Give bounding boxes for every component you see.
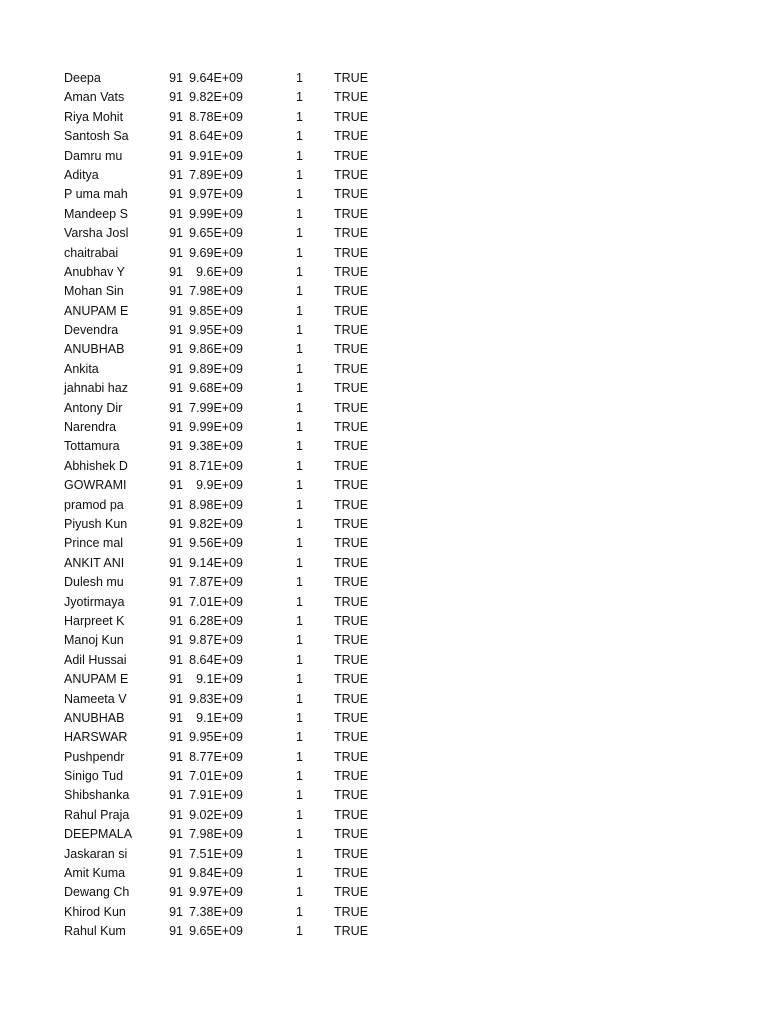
status-flag-cell: TRUE — [334, 439, 369, 454]
table-row — [64, 786, 384, 805]
name-cell: Anubhav Y — [64, 264, 125, 279]
table-row — [64, 263, 384, 282]
phone-number-cell: 9.99E+09 — [189, 420, 243, 435]
status-flag-cell: TRUE — [334, 807, 369, 822]
count-cell: 1 — [296, 129, 303, 144]
phone-number-cell: 7.38E+09 — [189, 904, 243, 919]
country-code-cell: 91 — [169, 633, 183, 648]
phone-number-cell: 7.01E+09 — [189, 594, 243, 609]
country-code-cell: 91 — [169, 788, 183, 803]
table-row — [64, 244, 384, 263]
name-cell: Prince mal — [64, 536, 124, 551]
count-cell: 1 — [296, 226, 303, 241]
status-flag-cell: TRUE — [334, 866, 369, 881]
count-cell: 1 — [296, 284, 303, 299]
status-flag-cell: TRUE — [334, 652, 369, 667]
name-cell: ANUBHAB — [64, 342, 125, 357]
table-row — [64, 593, 384, 612]
status-flag-cell: TRUE — [334, 264, 369, 279]
table-row — [64, 127, 384, 146]
phone-number-cell: 9.86E+09 — [189, 342, 243, 357]
phone-number-cell: 9.99E+09 — [189, 206, 243, 221]
country-code-cell: 91 — [169, 148, 183, 163]
count-cell: 1 — [296, 361, 303, 376]
country-code-cell: 91 — [169, 536, 183, 551]
country-code-cell: 91 — [169, 361, 183, 376]
count-cell: 1 — [296, 109, 303, 124]
phone-number-cell: 9.1E+09 — [196, 672, 243, 687]
count-cell: 1 — [296, 672, 303, 687]
status-flag-cell: TRUE — [334, 381, 369, 396]
country-code-cell: 91 — [169, 710, 183, 725]
country-code-cell: 91 — [169, 264, 183, 279]
count-cell: 1 — [296, 458, 303, 473]
status-flag-cell: TRUE — [334, 536, 369, 551]
status-flag-cell: TRUE — [334, 342, 369, 357]
country-code-cell: 91 — [169, 904, 183, 919]
phone-number-cell: 7.99E+09 — [189, 400, 243, 415]
name-cell: Santosh Sa — [64, 129, 129, 144]
status-flag-cell: TRUE — [334, 400, 369, 415]
table-row — [64, 903, 384, 922]
phone-number-cell: 6.28E+09 — [189, 613, 243, 628]
table-row — [64, 845, 384, 864]
count-cell: 1 — [296, 555, 303, 570]
count-cell: 1 — [296, 749, 303, 764]
count-cell: 1 — [296, 827, 303, 842]
count-cell: 1 — [296, 633, 303, 648]
country-code-cell: 91 — [169, 516, 183, 531]
name-cell: Shibshanka — [64, 788, 130, 803]
name-cell: Antony Dir — [64, 400, 123, 415]
name-cell: Dewang Ch — [64, 885, 130, 900]
table-row — [64, 321, 384, 340]
status-flag-cell: TRUE — [334, 691, 369, 706]
status-flag-cell: TRUE — [334, 148, 369, 163]
status-flag-cell: TRUE — [334, 904, 369, 919]
count-cell: 1 — [296, 420, 303, 435]
name-cell: Dulesh mu — [64, 575, 124, 590]
phone-number-cell: 9.68E+09 — [189, 381, 243, 396]
count-cell: 1 — [296, 594, 303, 609]
status-flag-cell: TRUE — [334, 478, 369, 493]
status-flag-cell: TRUE — [334, 730, 369, 745]
status-flag-cell: TRUE — [334, 303, 369, 318]
country-code-cell: 91 — [169, 342, 183, 357]
table-row — [64, 476, 384, 495]
status-flag-cell: TRUE — [334, 206, 369, 221]
name-cell: pramod pa — [64, 497, 124, 512]
phone-number-cell: 7.87E+09 — [189, 575, 243, 590]
name-cell: ANKIT ANI — [64, 555, 125, 570]
phone-number-cell: 9.9E+09 — [196, 478, 243, 493]
phone-number-cell: 9.85E+09 — [189, 303, 243, 318]
status-flag-cell: TRUE — [334, 594, 369, 609]
name-cell: Devendra — [64, 323, 119, 338]
status-flag-cell: TRUE — [334, 769, 369, 784]
phone-number-cell: 7.89E+09 — [189, 167, 243, 182]
country-code-cell: 91 — [169, 381, 183, 396]
table-row — [64, 418, 384, 437]
table-row — [64, 922, 384, 941]
country-code-cell: 91 — [169, 245, 183, 260]
name-cell: GOWRAMI — [64, 478, 127, 493]
count-cell: 1 — [296, 613, 303, 628]
status-flag-cell: TRUE — [334, 90, 369, 105]
name-cell: Adil Hussai — [64, 652, 127, 667]
phone-number-cell: 9.65E+09 — [189, 924, 243, 939]
count-cell: 1 — [296, 245, 303, 260]
country-code-cell: 91 — [169, 575, 183, 590]
table-row — [64, 224, 384, 243]
name-cell: Jaskaran si — [64, 846, 128, 861]
table-row — [64, 515, 384, 534]
table-row — [64, 437, 384, 456]
table-row — [64, 883, 384, 902]
country-code-cell: 91 — [169, 400, 183, 415]
status-flag-cell: TRUE — [334, 924, 369, 939]
name-cell: DEEPMALA — [64, 827, 133, 842]
table-row — [64, 282, 384, 301]
country-code-cell: 91 — [169, 187, 183, 202]
count-cell: 1 — [296, 323, 303, 338]
country-code-cell: 91 — [169, 652, 183, 667]
table-row — [64, 147, 384, 166]
table-row — [64, 360, 384, 379]
name-cell: Sinigo Tud — [64, 769, 124, 784]
status-flag-cell: TRUE — [334, 885, 369, 900]
country-code-cell: 91 — [169, 226, 183, 241]
status-flag-cell: TRUE — [334, 555, 369, 570]
name-cell: HARSWAR — [64, 730, 128, 745]
status-flag-cell: TRUE — [334, 458, 369, 473]
count-cell: 1 — [296, 846, 303, 861]
table-row — [64, 379, 384, 398]
phone-number-cell: 9.38E+09 — [189, 439, 243, 454]
table-row — [64, 748, 384, 767]
phone-number-cell: 9.6E+09 — [196, 264, 243, 279]
table-row — [64, 554, 384, 573]
country-code-cell: 91 — [169, 458, 183, 473]
status-flag-cell: TRUE — [334, 846, 369, 861]
name-cell: P uma mah — [64, 187, 128, 202]
table-row — [64, 806, 384, 825]
status-flag-cell: TRUE — [334, 323, 369, 338]
phone-number-cell: 9.84E+09 — [189, 866, 243, 881]
count-cell: 1 — [296, 167, 303, 182]
country-code-cell: 91 — [169, 807, 183, 822]
table-row — [64, 534, 384, 553]
count-cell: 1 — [296, 478, 303, 493]
status-flag-cell: TRUE — [334, 827, 369, 842]
status-flag-cell: TRUE — [334, 187, 369, 202]
name-cell: Mohan Sin — [64, 284, 124, 299]
name-cell: Pushpendr — [64, 749, 125, 764]
country-code-cell: 91 — [169, 924, 183, 939]
phone-number-cell: 9.14E+09 — [189, 555, 243, 570]
count-cell: 1 — [296, 924, 303, 939]
country-code-cell: 91 — [169, 672, 183, 687]
table-row — [64, 651, 384, 670]
table-row — [64, 825, 384, 844]
country-code-cell: 91 — [169, 827, 183, 842]
table-row — [64, 205, 384, 224]
name-cell: Manoj Kun — [64, 633, 124, 648]
count-cell: 1 — [296, 691, 303, 706]
phone-number-cell: 9.91E+09 — [189, 148, 243, 163]
count-cell: 1 — [296, 788, 303, 803]
status-flag-cell: TRUE — [334, 226, 369, 241]
country-code-cell: 91 — [169, 90, 183, 105]
country-code-cell: 91 — [169, 71, 183, 85]
count-cell: 1 — [296, 807, 303, 822]
table-row — [64, 166, 384, 185]
spreadsheet-table — [64, 69, 384, 942]
table-row — [64, 69, 384, 88]
name-cell: ANUBHAB — [64, 710, 125, 725]
name-cell: Aman Vats — [64, 90, 125, 105]
table-row — [64, 864, 384, 883]
table-row — [64, 670, 384, 689]
table-row — [64, 108, 384, 127]
table-row — [64, 612, 384, 631]
name-cell: Deepa — [64, 71, 101, 85]
country-code-cell: 91 — [169, 730, 183, 745]
count-cell: 1 — [296, 400, 303, 415]
name-cell: Rahul Praja — [64, 807, 130, 822]
name-cell: Tottamura — [64, 439, 120, 454]
name-cell: Amit Kuma — [64, 866, 126, 881]
table-row — [64, 399, 384, 418]
country-code-cell: 91 — [169, 846, 183, 861]
name-cell: chaitrabai — [64, 245, 119, 260]
name-cell: ANUPAM E — [64, 303, 129, 318]
phone-number-cell: 7.98E+09 — [189, 827, 243, 842]
phone-number-cell: 9.97E+09 — [189, 885, 243, 900]
phone-number-cell: 7.98E+09 — [189, 284, 243, 299]
phone-number-cell: 9.56E+09 — [189, 536, 243, 551]
count-cell: 1 — [296, 904, 303, 919]
country-code-cell: 91 — [169, 167, 183, 182]
status-flag-cell: TRUE — [334, 71, 369, 85]
phone-number-cell: 9.87E+09 — [189, 633, 243, 648]
count-cell: 1 — [296, 90, 303, 105]
name-cell: Ankita — [64, 361, 99, 376]
count-cell: 1 — [296, 187, 303, 202]
phone-number-cell: 9.82E+09 — [189, 90, 243, 105]
count-cell: 1 — [296, 342, 303, 357]
country-code-cell: 91 — [169, 613, 183, 628]
table-row — [64, 709, 384, 728]
status-flag-cell: TRUE — [334, 710, 369, 725]
table-row — [64, 88, 384, 107]
phone-number-cell: 9.82E+09 — [189, 516, 243, 531]
phone-number-cell: 7.91E+09 — [189, 788, 243, 803]
phone-number-cell: 9.97E+09 — [189, 187, 243, 202]
count-cell: 1 — [296, 148, 303, 163]
count-cell: 1 — [296, 497, 303, 512]
country-code-cell: 91 — [169, 439, 183, 454]
status-flag-cell: TRUE — [334, 245, 369, 260]
count-cell: 1 — [296, 439, 303, 454]
count-cell: 1 — [296, 264, 303, 279]
table-row — [64, 496, 384, 515]
name-cell: Piyush Kun — [64, 516, 128, 531]
phone-number-cell: 7.51E+09 — [189, 846, 243, 861]
country-code-cell: 91 — [169, 109, 183, 124]
count-cell: 1 — [296, 206, 303, 221]
country-code-cell: 91 — [169, 303, 183, 318]
name-cell: Harpreet K — [64, 613, 125, 628]
name-cell: Varsha Josl — [64, 226, 129, 241]
table-row — [64, 631, 384, 650]
table-row — [64, 457, 384, 476]
name-cell: Riya Mohit — [64, 109, 124, 124]
count-cell: 1 — [296, 866, 303, 881]
phone-number-cell: 9.95E+09 — [189, 323, 243, 338]
name-cell: Rahul Kum — [64, 924, 126, 939]
status-flag-cell: TRUE — [334, 613, 369, 628]
table-row — [64, 340, 384, 359]
phone-number-cell: 8.71E+09 — [189, 458, 243, 473]
name-cell: Aditya — [64, 167, 99, 182]
name-cell: Jyotirmaya — [64, 594, 125, 609]
phone-number-cell: 9.65E+09 — [189, 226, 243, 241]
phone-number-cell: 9.02E+09 — [189, 807, 243, 822]
phone-number-cell: 9.69E+09 — [189, 245, 243, 260]
name-cell: Abhishek D — [64, 458, 128, 473]
status-flag-cell: TRUE — [334, 497, 369, 512]
phone-number-cell: 9.1E+09 — [196, 710, 243, 725]
count-cell: 1 — [296, 575, 303, 590]
country-code-cell: 91 — [169, 594, 183, 609]
status-flag-cell: TRUE — [334, 420, 369, 435]
name-cell: Nameeta V — [64, 691, 127, 706]
count-cell: 1 — [296, 516, 303, 531]
country-code-cell: 91 — [169, 284, 183, 299]
count-cell: 1 — [296, 769, 303, 784]
status-flag-cell: TRUE — [334, 129, 369, 144]
phone-number-cell: 7.01E+09 — [189, 769, 243, 784]
country-code-cell: 91 — [169, 769, 183, 784]
country-code-cell: 91 — [169, 691, 183, 706]
table-row — [64, 185, 384, 204]
table-row — [64, 302, 384, 321]
phone-number-cell: 8.98E+09 — [189, 497, 243, 512]
country-code-cell: 91 — [169, 129, 183, 144]
count-cell: 1 — [296, 71, 303, 85]
country-code-cell: 91 — [169, 478, 183, 493]
status-flag-cell: TRUE — [334, 749, 369, 764]
status-flag-cell: TRUE — [334, 361, 369, 376]
country-code-cell: 91 — [169, 555, 183, 570]
table-row — [64, 728, 384, 747]
table-row — [64, 690, 384, 709]
phone-number-cell: 9.95E+09 — [189, 730, 243, 745]
phone-number-cell: 8.64E+09 — [189, 652, 243, 667]
table-row — [64, 573, 384, 592]
phone-number-cell: 9.89E+09 — [189, 361, 243, 376]
count-cell: 1 — [296, 885, 303, 900]
country-code-cell: 91 — [169, 497, 183, 512]
name-cell: Narendra — [64, 420, 117, 435]
count-cell: 1 — [296, 303, 303, 318]
name-cell: Khirod Kun — [64, 904, 126, 919]
phone-number-cell: 8.78E+09 — [189, 109, 243, 124]
status-flag-cell: TRUE — [334, 788, 369, 803]
name-cell: Damru mu — [64, 148, 123, 163]
country-code-cell: 91 — [169, 206, 183, 221]
phone-number-cell: 8.64E+09 — [189, 129, 243, 144]
count-cell: 1 — [296, 536, 303, 551]
status-flag-cell: TRUE — [334, 516, 369, 531]
country-code-cell: 91 — [169, 885, 183, 900]
count-cell: 1 — [296, 730, 303, 745]
name-cell: ANUPAM E — [64, 672, 129, 687]
name-cell: Mandeep S — [64, 206, 128, 221]
country-code-cell: 91 — [169, 420, 183, 435]
table-row — [64, 767, 384, 786]
name-cell: jahnabi haz — [64, 381, 128, 396]
phone-number-cell: 9.83E+09 — [189, 691, 243, 706]
status-flag-cell: TRUE — [334, 575, 369, 590]
status-flag-cell: TRUE — [334, 633, 369, 648]
status-flag-cell: TRUE — [334, 109, 369, 124]
count-cell: 1 — [296, 652, 303, 667]
status-flag-cell: TRUE — [334, 284, 369, 299]
country-code-cell: 91 — [169, 323, 183, 338]
phone-number-cell: 8.77E+09 — [189, 749, 243, 764]
country-code-cell: 91 — [169, 866, 183, 881]
count-cell: 1 — [296, 710, 303, 725]
count-cell: 1 — [296, 381, 303, 396]
status-flag-cell: TRUE — [334, 167, 369, 182]
country-code-cell: 91 — [169, 749, 183, 764]
phone-number-cell: 9.64E+09 — [189, 71, 243, 85]
status-flag-cell: TRUE — [334, 672, 369, 687]
